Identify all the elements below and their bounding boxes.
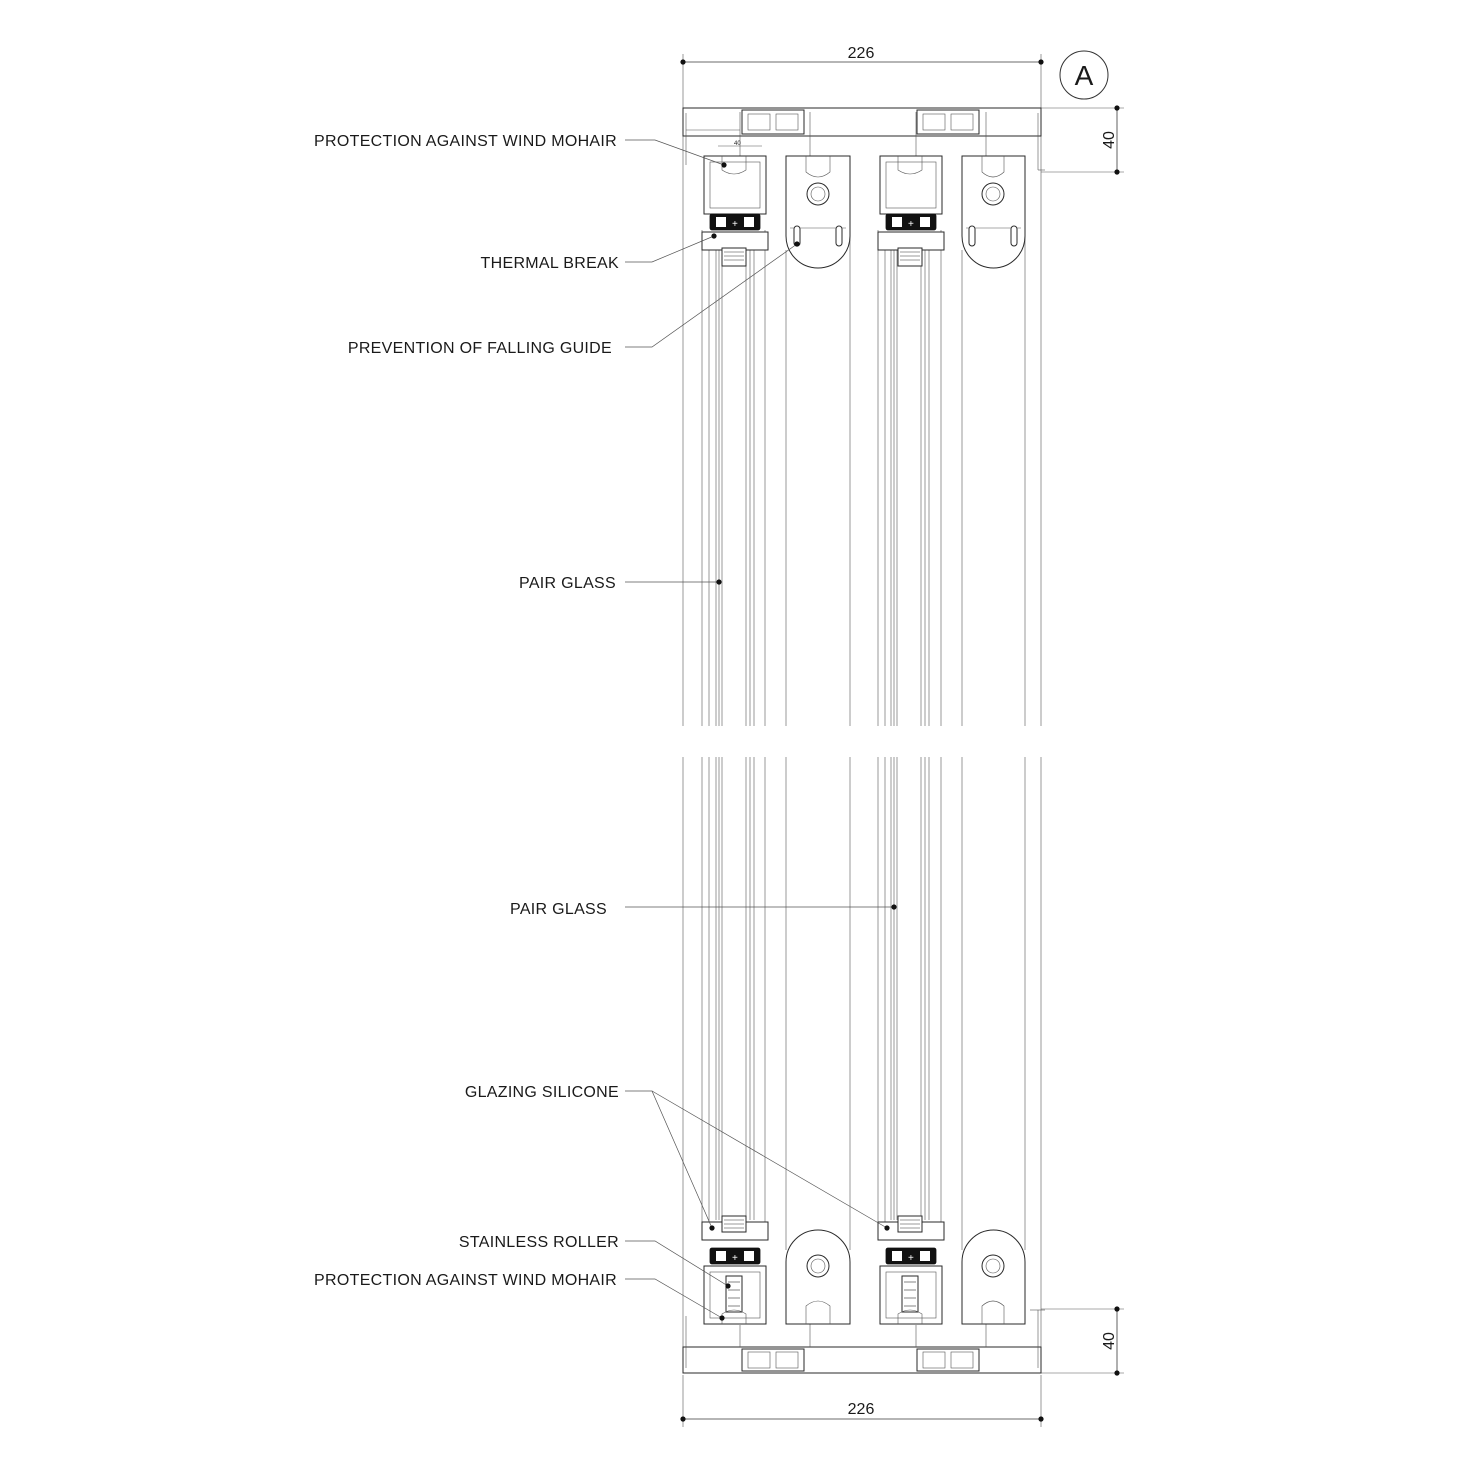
label-glazing-silicone: GLAZING SILICONE [464,1084,619,1101]
top-sash-1 [702,156,768,266]
svg-text:+: + [908,219,914,230]
svg-text:+: + [732,1253,738,1264]
label-stainless-roller: STAINLESS ROLLER [458,1234,619,1251]
bottom-height-dimension [1041,1307,1124,1375]
label-mohair-bottom: PROTECTION AGAINST WIND MOHAIR [314,1272,617,1289]
top-width-value: 226 [847,45,875,62]
bottom-height-value: 40 [1101,1332,1118,1350]
bottom-width-dimension [681,1375,1043,1427]
head-note: 40 [734,141,741,147]
bottom-guide-1 [786,1230,850,1324]
svg-text:+: + [908,1253,914,1264]
label-thermal-break: THERMAL BREAK [480,255,619,272]
label-pair-glass-1: PAIR GLASS [519,575,616,592]
label-mohair-top: PROTECTION AGAINST WIND MOHAIR [314,133,617,150]
top-height-dimension [1041,106,1124,174]
top-width-dimension [681,45,1043,110]
bottom-width-value: 226 [847,1401,875,1418]
bottom-sash-1 [702,1216,768,1324]
top-falling-guide-2 [962,156,1025,268]
svg-text:+: + [732,219,738,230]
section-tag-letter: A [1074,60,1094,91]
bottom-guide-2 [962,1230,1025,1324]
label-falling-guide: PREVENTION OF FALLING GUIDE [347,340,612,357]
section-tag [1060,51,1108,99]
callout-labels [314,133,619,1289]
leaders [625,140,896,1320]
top-falling-guide-1 [786,156,850,268]
top-sash-2 [878,156,944,266]
bottom-sash-2 [878,1216,944,1324]
frame-lines [683,110,1041,1373]
label-pair-glass-2: PAIR GLASS [510,901,607,918]
top-height-value: 40 [1101,131,1118,149]
